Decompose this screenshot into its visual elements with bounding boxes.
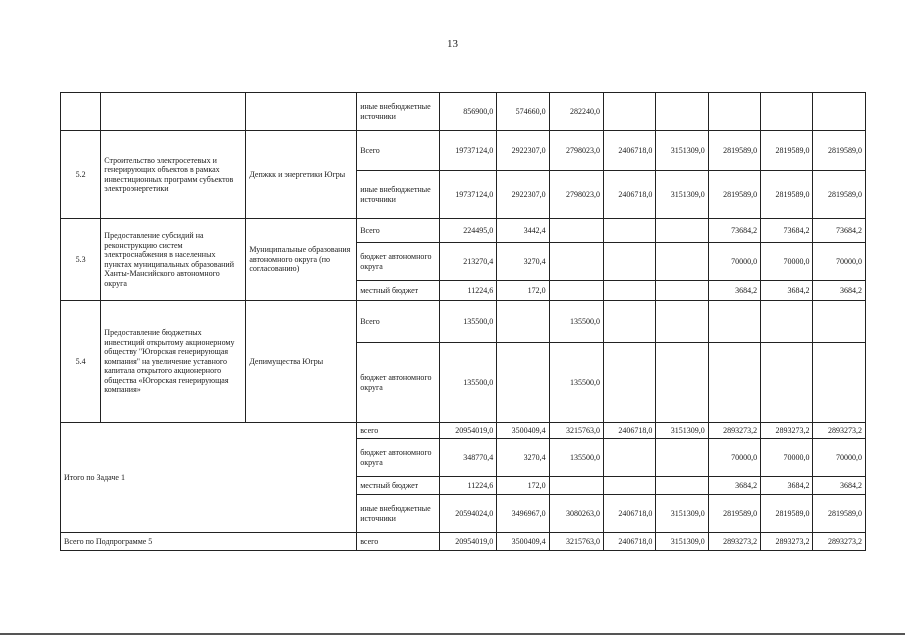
amount-cell: 2819589,0 [761,171,813,219]
amount-cell [549,477,603,495]
page-number: 13 [447,38,458,50]
amount-cell: 2819589,0 [708,131,760,171]
amount-cell: 2406718,0 [603,171,655,219]
amount-cell [761,301,813,343]
item-responsible: Муниципальные образования автономного округа (по согласованию) [246,219,357,301]
amount-cell [656,93,708,131]
amount-cell [656,439,708,477]
funding-source: всего [357,533,440,551]
amount-cell [603,343,655,423]
item-number: 5.2 [61,131,101,219]
amount-cell: 11224,6 [439,477,496,495]
funding-source: иные внебюджетные источники [357,93,440,131]
amount-cell: 3684,2 [708,477,760,495]
amount-cell [603,281,655,301]
amount-cell: 70000,0 [761,243,813,281]
amount-cell: 3496967,0 [497,495,549,533]
amount-cell [656,243,708,281]
table-row [61,533,866,551]
amount-cell: 19737124,0 [439,131,496,171]
amount-cell: 2893273,2 [708,533,760,551]
item-responsible: Депжкк и энергетики Югры [246,131,357,219]
amount-cell: 282240,0 [549,93,603,131]
item-number: 5.4 [61,301,101,423]
amount-cell: 135500,0 [549,301,603,343]
funding-source: всего [357,423,440,439]
amount-cell: 3270,4 [497,243,549,281]
item-name [101,93,246,131]
amount-cell: 3500409,4 [497,533,549,551]
amount-cell [603,93,655,131]
amount-cell: 3500409,4 [497,423,549,439]
amount-cell: 2819589,0 [708,495,760,533]
item-name: Предоставление субсидий на реконструкцию систем электроснабжения в населенных пунктах муниципальных образований Ханты-Мансийского автономного округа [101,219,246,301]
funding-source: Всего [357,219,440,243]
item-number: 5.3 [61,219,101,301]
amount-cell [813,301,866,343]
funding-source: иные внебюджетные источники [357,495,440,533]
amount-cell: 2893273,2 [813,423,866,439]
amount-cell: 2819589,0 [813,495,866,533]
task-total-label: Итого по Задаче 1 [61,423,357,533]
amount-cell: 70000,0 [708,439,760,477]
amount-cell: 172,0 [497,477,549,495]
amount-cell [813,93,866,131]
table-row [61,423,866,439]
amount-cell: 135500,0 [549,439,603,477]
amount-cell [656,343,708,423]
funding-source: бюджет автономного округа [357,343,440,423]
amount-cell: 3270,4 [497,439,549,477]
amount-cell [708,93,760,131]
amount-cell: 3151309,0 [656,171,708,219]
amount-cell: 73684,2 [708,219,760,243]
amount-cell [656,219,708,243]
amount-cell: 3151309,0 [656,423,708,439]
amount-cell: 348770,4 [439,439,496,477]
amount-cell: 3215763,0 [549,533,603,551]
amount-cell: 2819589,0 [813,171,866,219]
amount-cell [603,243,655,281]
table-row [61,131,866,171]
amount-cell: 73684,2 [813,219,866,243]
item-name: Строительство электросетевых и генерирующих объектов в рамках инвестиционных программ субъектов электроэнергетики [101,131,246,219]
amount-cell: 2893273,2 [813,533,866,551]
item-responsible: Депимущества Югры [246,301,357,423]
funding-source: бюджет автономного округа [357,439,440,477]
amount-cell: 574660,0 [497,93,549,131]
amount-cell: 856900,0 [439,93,496,131]
table-row [61,93,866,131]
funding-source: местный бюджет [357,477,440,495]
item-name: Предоставление бюджетных инвестиций открытому акционерному обществу "Югорская генерирующая компания" на увеличение уставного капитала открытого акционерного общества «Югорская генерирующая компания» [101,301,246,423]
amount-cell: 3684,2 [708,281,760,301]
amount-cell [549,281,603,301]
amount-cell: 2819589,0 [813,131,866,171]
amount-cell: 70000,0 [708,243,760,281]
funding-source: Всего [357,131,440,171]
amount-cell [761,93,813,131]
item-responsible [246,93,357,131]
amount-cell [497,301,549,343]
amount-cell: 2798023,0 [549,171,603,219]
amount-cell: 20594024,0 [439,495,496,533]
amount-cell: 2922307,0 [497,131,549,171]
amount-cell [603,219,655,243]
amount-cell: 224495,0 [439,219,496,243]
amount-cell: 3684,2 [813,477,866,495]
amount-cell: 3684,2 [813,281,866,301]
page-bottom-edge [0,633,905,635]
amount-cell: 70000,0 [761,439,813,477]
amount-cell: 135500,0 [439,301,496,343]
amount-cell: 2798023,0 [549,131,603,171]
amount-cell: 3684,2 [761,281,813,301]
amount-cell: 172,0 [497,281,549,301]
funding-source: иные внебюджетные источники [357,171,440,219]
subprogram-total-label: Всего по Подпрограмме 5 [61,533,357,551]
amount-cell: 2893273,2 [708,423,760,439]
funding-source: местный бюджет [357,281,440,301]
amount-cell: 135500,0 [549,343,603,423]
funding-source: бюджет автономного округа [357,243,440,281]
amount-cell [549,243,603,281]
amount-cell [603,439,655,477]
budget-table [60,92,866,551]
amount-cell [497,343,549,423]
amount-cell: 3684,2 [761,477,813,495]
amount-cell: 2922307,0 [497,171,549,219]
amount-cell [813,343,866,423]
amount-cell: 11224,6 [439,281,496,301]
amount-cell: 3151309,0 [656,495,708,533]
amount-cell [708,343,760,423]
amount-cell [656,477,708,495]
amount-cell [656,301,708,343]
amount-cell: 70000,0 [813,439,866,477]
amount-cell [656,281,708,301]
amount-cell: 20954019,0 [439,423,496,439]
amount-cell: 135500,0 [439,343,496,423]
amount-cell [603,301,655,343]
amount-cell [761,343,813,423]
amount-cell: 2406718,0 [603,533,655,551]
amount-cell: 3080263,0 [549,495,603,533]
amount-cell: 3151309,0 [656,533,708,551]
item-number [61,93,101,131]
funding-source: Всего [357,301,440,343]
amount-cell [603,477,655,495]
amount-cell: 3151309,0 [656,131,708,171]
amount-cell: 2819589,0 [761,495,813,533]
amount-cell: 70000,0 [813,243,866,281]
amount-cell [708,301,760,343]
amount-cell: 2406718,0 [603,495,655,533]
amount-cell: 213270,4 [439,243,496,281]
amount-cell: 20954019,0 [439,533,496,551]
amount-cell: 2893273,2 [761,533,813,551]
table-row [61,301,866,343]
amount-cell: 3215763,0 [549,423,603,439]
amount-cell: 19737124,0 [439,171,496,219]
amount-cell: 73684,2 [761,219,813,243]
amount-cell: 2893273,2 [761,423,813,439]
amount-cell [549,219,603,243]
amount-cell: 2819589,0 [761,131,813,171]
amount-cell: 2819589,0 [708,171,760,219]
table-row [61,219,866,243]
amount-cell: 2406718,0 [603,423,655,439]
amount-cell: 2406718,0 [603,131,655,171]
amount-cell: 3442,4 [497,219,549,243]
